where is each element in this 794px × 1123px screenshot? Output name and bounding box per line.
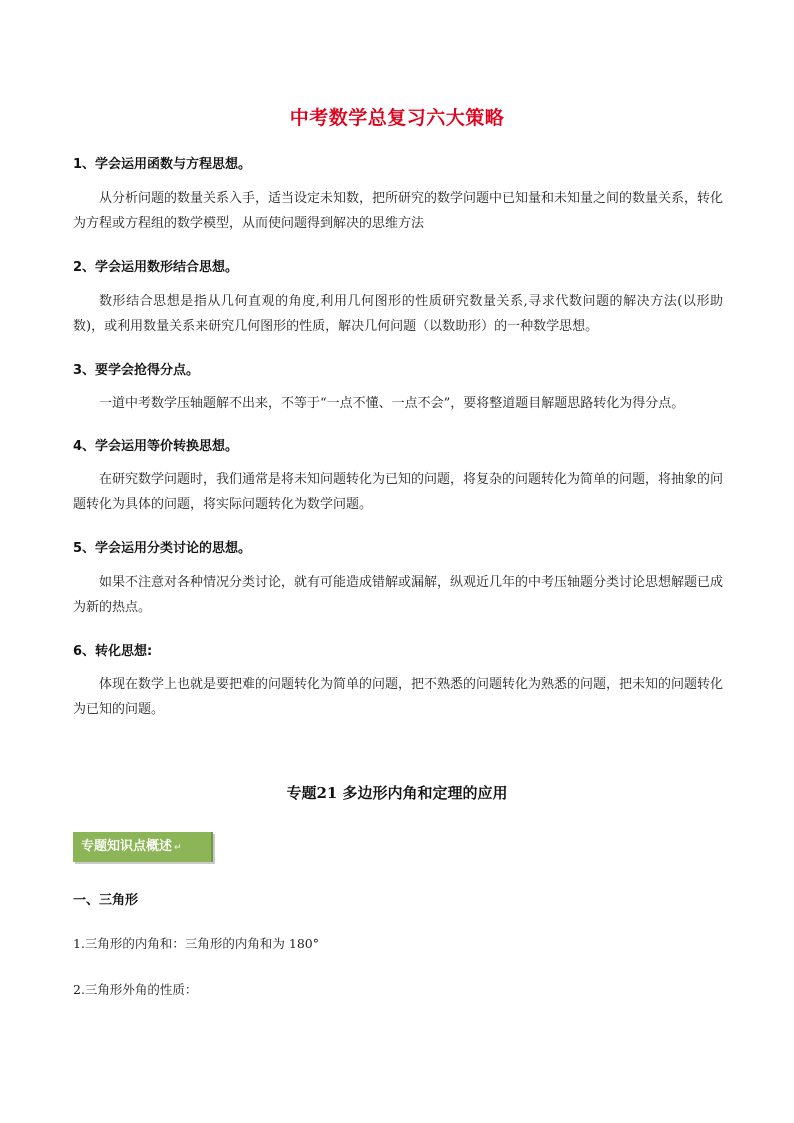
subheading-triangle: 一、三角形 [73, 893, 139, 908]
topic-badge [73, 832, 213, 862]
paragraph-mark-icon: ↵ [174, 843, 182, 853]
section-heading-6: 6、转化思想: [73, 644, 153, 659]
page-title: 中考数学总复习六大策略 [289, 107, 505, 129]
section-heading-4: 4、学会运用等价转换思想。 [73, 439, 239, 454]
section-heading-2: 2、学会运用数形结合思想。 [73, 260, 239, 275]
section-body-5: 如果不注意对各种情况分类讨论，就有可能造成错解或漏解，纵观近几年的中考压轴题分类讨论思想解题已成为新的热点。 [73, 575, 724, 615]
section-heading-5: 5、学会运用分类讨论的思想。 [73, 541, 252, 556]
topic-badge-label: 专题知识点概述 [81, 839, 173, 854]
section-heading-1: 1、学会运用函数与方程思想。 [73, 157, 252, 172]
section-body-2: 数形结合思想是指从几何直观的角度,利用几何图形的性质研究数量关系,寻求代数问题的解决方法(以形助数)，或利用数量关系来研究几何图形的性质，解决几何问题（以数助形）的一种数学思想。 [73, 294, 723, 334]
topic-title: 专题21 多边形内角和定理的应用 [286, 784, 508, 802]
section-body-3: 一道中考数学压轴题解不出来，不等于“一点不懂、一点不会”，要将整道题目解题思路转化为得分点。 [99, 396, 685, 411]
section-body-4: 在研究数学问题时，我们通常是将未知问题转化为已知的问题，将复杂的问题转化为简单的问题，将抽象的问题转化为具体的问题，将实际问题转化为数学问题。 [73, 472, 724, 512]
section-heading-3: 3、要学会抢得分点。 [73, 363, 200, 378]
section-body-1: 从分析问题的数量关系入手，适当设定未知数，把所研究的数学问题中已知量和未知量之间的数量关系，转化为方程或方程组的数学模型，从而使问题得到解决的思维方法 [73, 191, 724, 231]
list-item: 1.三角形的内角和：三角形的内角和为 180° [73, 936, 320, 951]
list-item: 2.三角形外角的性质： [73, 982, 198, 997]
section-body-6: 体现在数学上也就是要把难的问题转化为简单的问题，把不熟悉的问题转化为熟悉的问题，把未知的问题转化为已知的问题。 [73, 677, 724, 717]
